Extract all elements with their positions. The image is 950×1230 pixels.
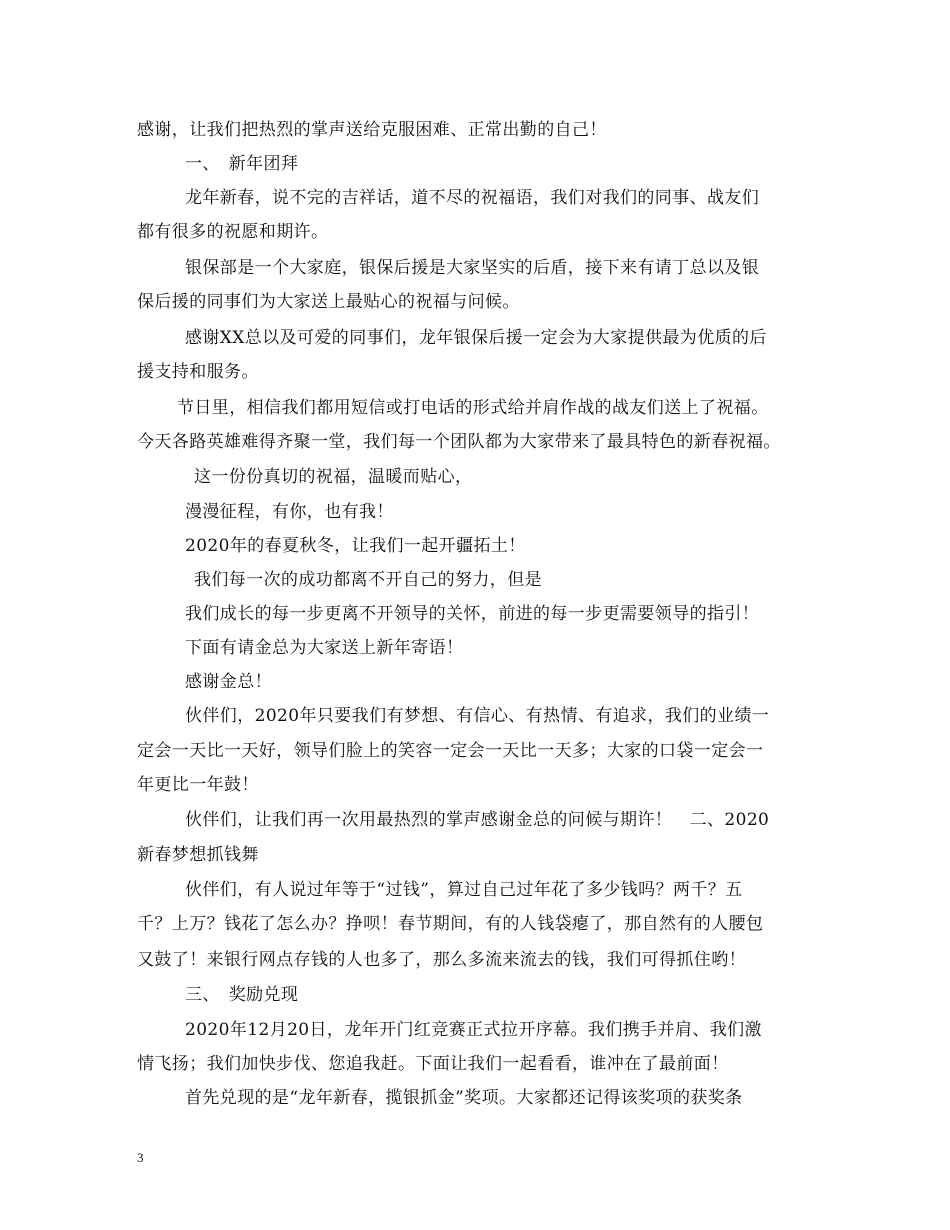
text-line-22: 新春梦想抓钱舞	[137, 845, 259, 865]
text-line-17: 感谢金总！	[185, 672, 272, 692]
text-line-10: 今天各路英雄难得齐聚一堂，我们每一个团队都为大家带来了最具特色的新春祝福。	[137, 432, 781, 452]
text-line-6: 保后援的同事们为大家送上最贴心的祝福与问候。	[137, 292, 520, 312]
text-line-20: 年更比一年鼓！	[137, 775, 259, 795]
text-line-7: 感谢XX总以及可爱的同事们，龙年银保后援一定会为大家提供最为优质的后	[185, 328, 767, 348]
text-line-5: 银保部是一个大家庭，银保后援是大家坚实的后盾，接下来有请丁总以及银	[185, 258, 760, 278]
text-line-24: 千？上万？钱花了怎么办？挣呗！春节期间，有的人钱袋瘪了，那自然有的人腰包	[137, 914, 764, 934]
text-line-8: 援支持和服务。	[137, 362, 259, 382]
text-line-12: 漫漫征程，有你，也有我！	[185, 502, 394, 522]
section-heading-3: 三、 奖励兑现	[185, 985, 299, 1005]
text-line-14: 我们每一次的成功都离不开自己的努力，但是	[194, 570, 542, 590]
text-line-25: 又鼓了！来银行网点存钱的人也多了，那么多流来流去的钱，我们可得抓住哟！	[137, 950, 746, 970]
text-line-15: 我们成长的每一步更离不开领导的关怀，前进的每一步更需要领导的指引！	[185, 604, 760, 624]
text-line-3: 龙年新春，说不完的吉祥话，道不尽的祝福语，我们对我们的同事、战友们	[185, 188, 760, 208]
text-line-16: 下面有请金总为大家送上新年寄语！	[185, 638, 464, 658]
page-number: 3	[137, 1150, 144, 1165]
text-line-19: 定会一天比一天好，领导们脸上的笑容一定会一天比一天多；大家的口袋一定会一	[137, 741, 764, 761]
text-line-27: 2020年12月20日，龙年开门红竞赛正式拉开序幕。我们携手并肩、我们激	[185, 1020, 762, 1040]
text-line-29: 首先兑现的是“龙年新春，揽银抓金”奖项。大家都还记得该奖项的获奖条	[185, 1088, 743, 1108]
text-line-23: 伙伴们，有人说过年等于“过钱”，算过自己过年花了多少钱吗？两千？五	[185, 880, 743, 900]
text-line-28: 情飞扬；我们加快步伐、您追我赶。下面让我们一起看看，谁冲在了最前面！	[137, 1054, 729, 1074]
text-line-1: 感谢，让我们把热烈的掌声送给克服困难、正常出勤的自己！	[137, 120, 607, 140]
text-line-21: 伙伴们，让我们再一次用最热烈的掌声感谢金总的问候与期许！ 二、2020	[185, 810, 770, 830]
text-line-13: 2020年的春夏秋冬，让我们一起开疆拓土！	[185, 536, 526, 556]
section-heading-1: 一、 新年团拜	[185, 154, 299, 174]
text-line-11: 这一份份真切的祝福，温暖而贴心，	[194, 467, 473, 487]
text-line-4: 都有很多的祝愿和期许。	[137, 222, 329, 242]
text-line-9: 节日里，相信我们都用短信或打电话的形式给并肩作战的战友们送上了祝福。	[177, 398, 769, 418]
text-line-18: 伙伴们，2020年只要我们有梦想、有信心、有热情、有追求，我们的业绩一	[185, 706, 770, 726]
